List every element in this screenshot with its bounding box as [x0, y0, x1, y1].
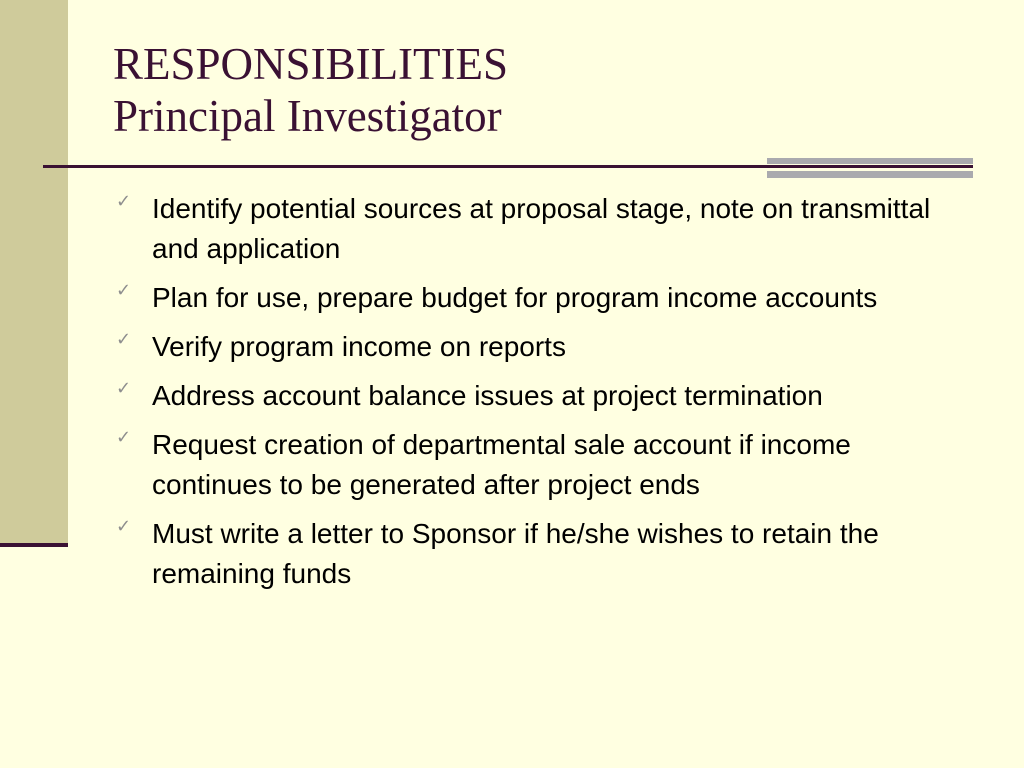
title-line-1: RESPONSIBILITIES — [113, 39, 509, 89]
bullet-text: Verify program income on reports — [152, 331, 566, 362]
list-item — [116, 376, 976, 416]
bullet-text: Address account balance issues at project termination — [152, 380, 823, 411]
checkmark-icon: ✓ — [116, 516, 132, 537]
list-item — [116, 425, 976, 505]
accent-bar-top — [767, 158, 973, 164]
title-underline — [43, 165, 973, 168]
bullet-text: Identify potential sources at proposal stage, note on transmittal and application — [152, 193, 931, 264]
accent-bar-bottom — [767, 171, 973, 178]
list-item — [116, 189, 976, 269]
bullet-text: Plan for use, prepare budget for program income accounts — [152, 282, 878, 313]
left-band-rule — [0, 543, 68, 547]
list-item — [116, 514, 976, 594]
bullet-list — [116, 189, 976, 603]
bullet-text: Must write a letter to Sponsor if he/she wishes to retain the remaining funds — [152, 518, 879, 589]
slide-title — [113, 38, 508, 142]
checkmark-icon: ✓ — [116, 280, 132, 301]
checkmark-icon: ✓ — [116, 378, 132, 399]
list-item — [116, 327, 976, 367]
left-decorative-band — [0, 0, 68, 544]
title-line-2: Principal Investigator — [113, 91, 502, 141]
bullet-text: Request creation of departmental sale account if income continues to be generated after project ends — [152, 429, 851, 500]
checkmark-icon: ✓ — [116, 191, 132, 212]
checkmark-icon: ✓ — [116, 329, 132, 350]
list-item — [116, 278, 976, 318]
checkmark-icon: ✓ — [116, 427, 132, 448]
